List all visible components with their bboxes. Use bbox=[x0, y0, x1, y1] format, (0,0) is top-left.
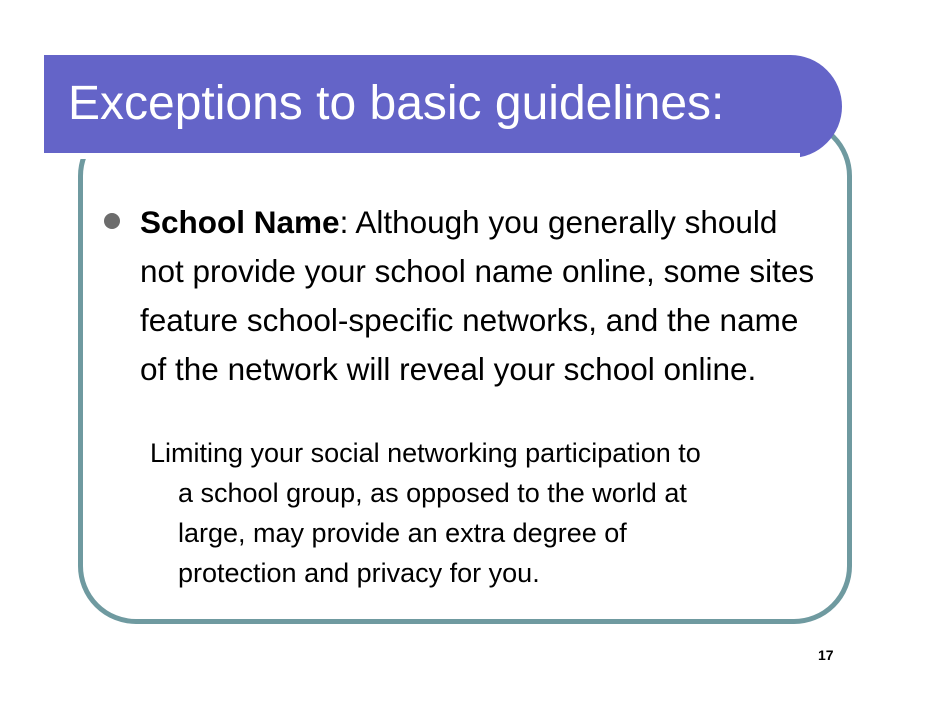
page-number: 17 bbox=[818, 647, 834, 663]
bullet-body: Although you generally should not provide your school name online, some sites feature school-specific networks, and the name of the network will reveal your school online. bbox=[140, 204, 815, 387]
bullet-icon bbox=[104, 213, 120, 229]
slide-title: Exceptions to basic guidelines: bbox=[68, 77, 725, 130]
sub-paragraph-line: protection and privacy for you. bbox=[178, 558, 540, 588]
sub-paragraph-line: large, may provide an extra degree of bbox=[178, 518, 627, 548]
title-underline bbox=[44, 153, 800, 159]
sub-paragraph bbox=[150, 433, 840, 593]
sub-paragraph-line: a school group, as opposed to the world at bbox=[178, 478, 687, 508]
bullet-separator: : bbox=[339, 204, 349, 240]
sub-paragraph-line: Limiting your social networking participation to bbox=[150, 438, 701, 468]
bullet-text bbox=[140, 198, 820, 394]
bullet-item bbox=[100, 198, 820, 394]
bullet-term: School Name bbox=[140, 204, 340, 240]
